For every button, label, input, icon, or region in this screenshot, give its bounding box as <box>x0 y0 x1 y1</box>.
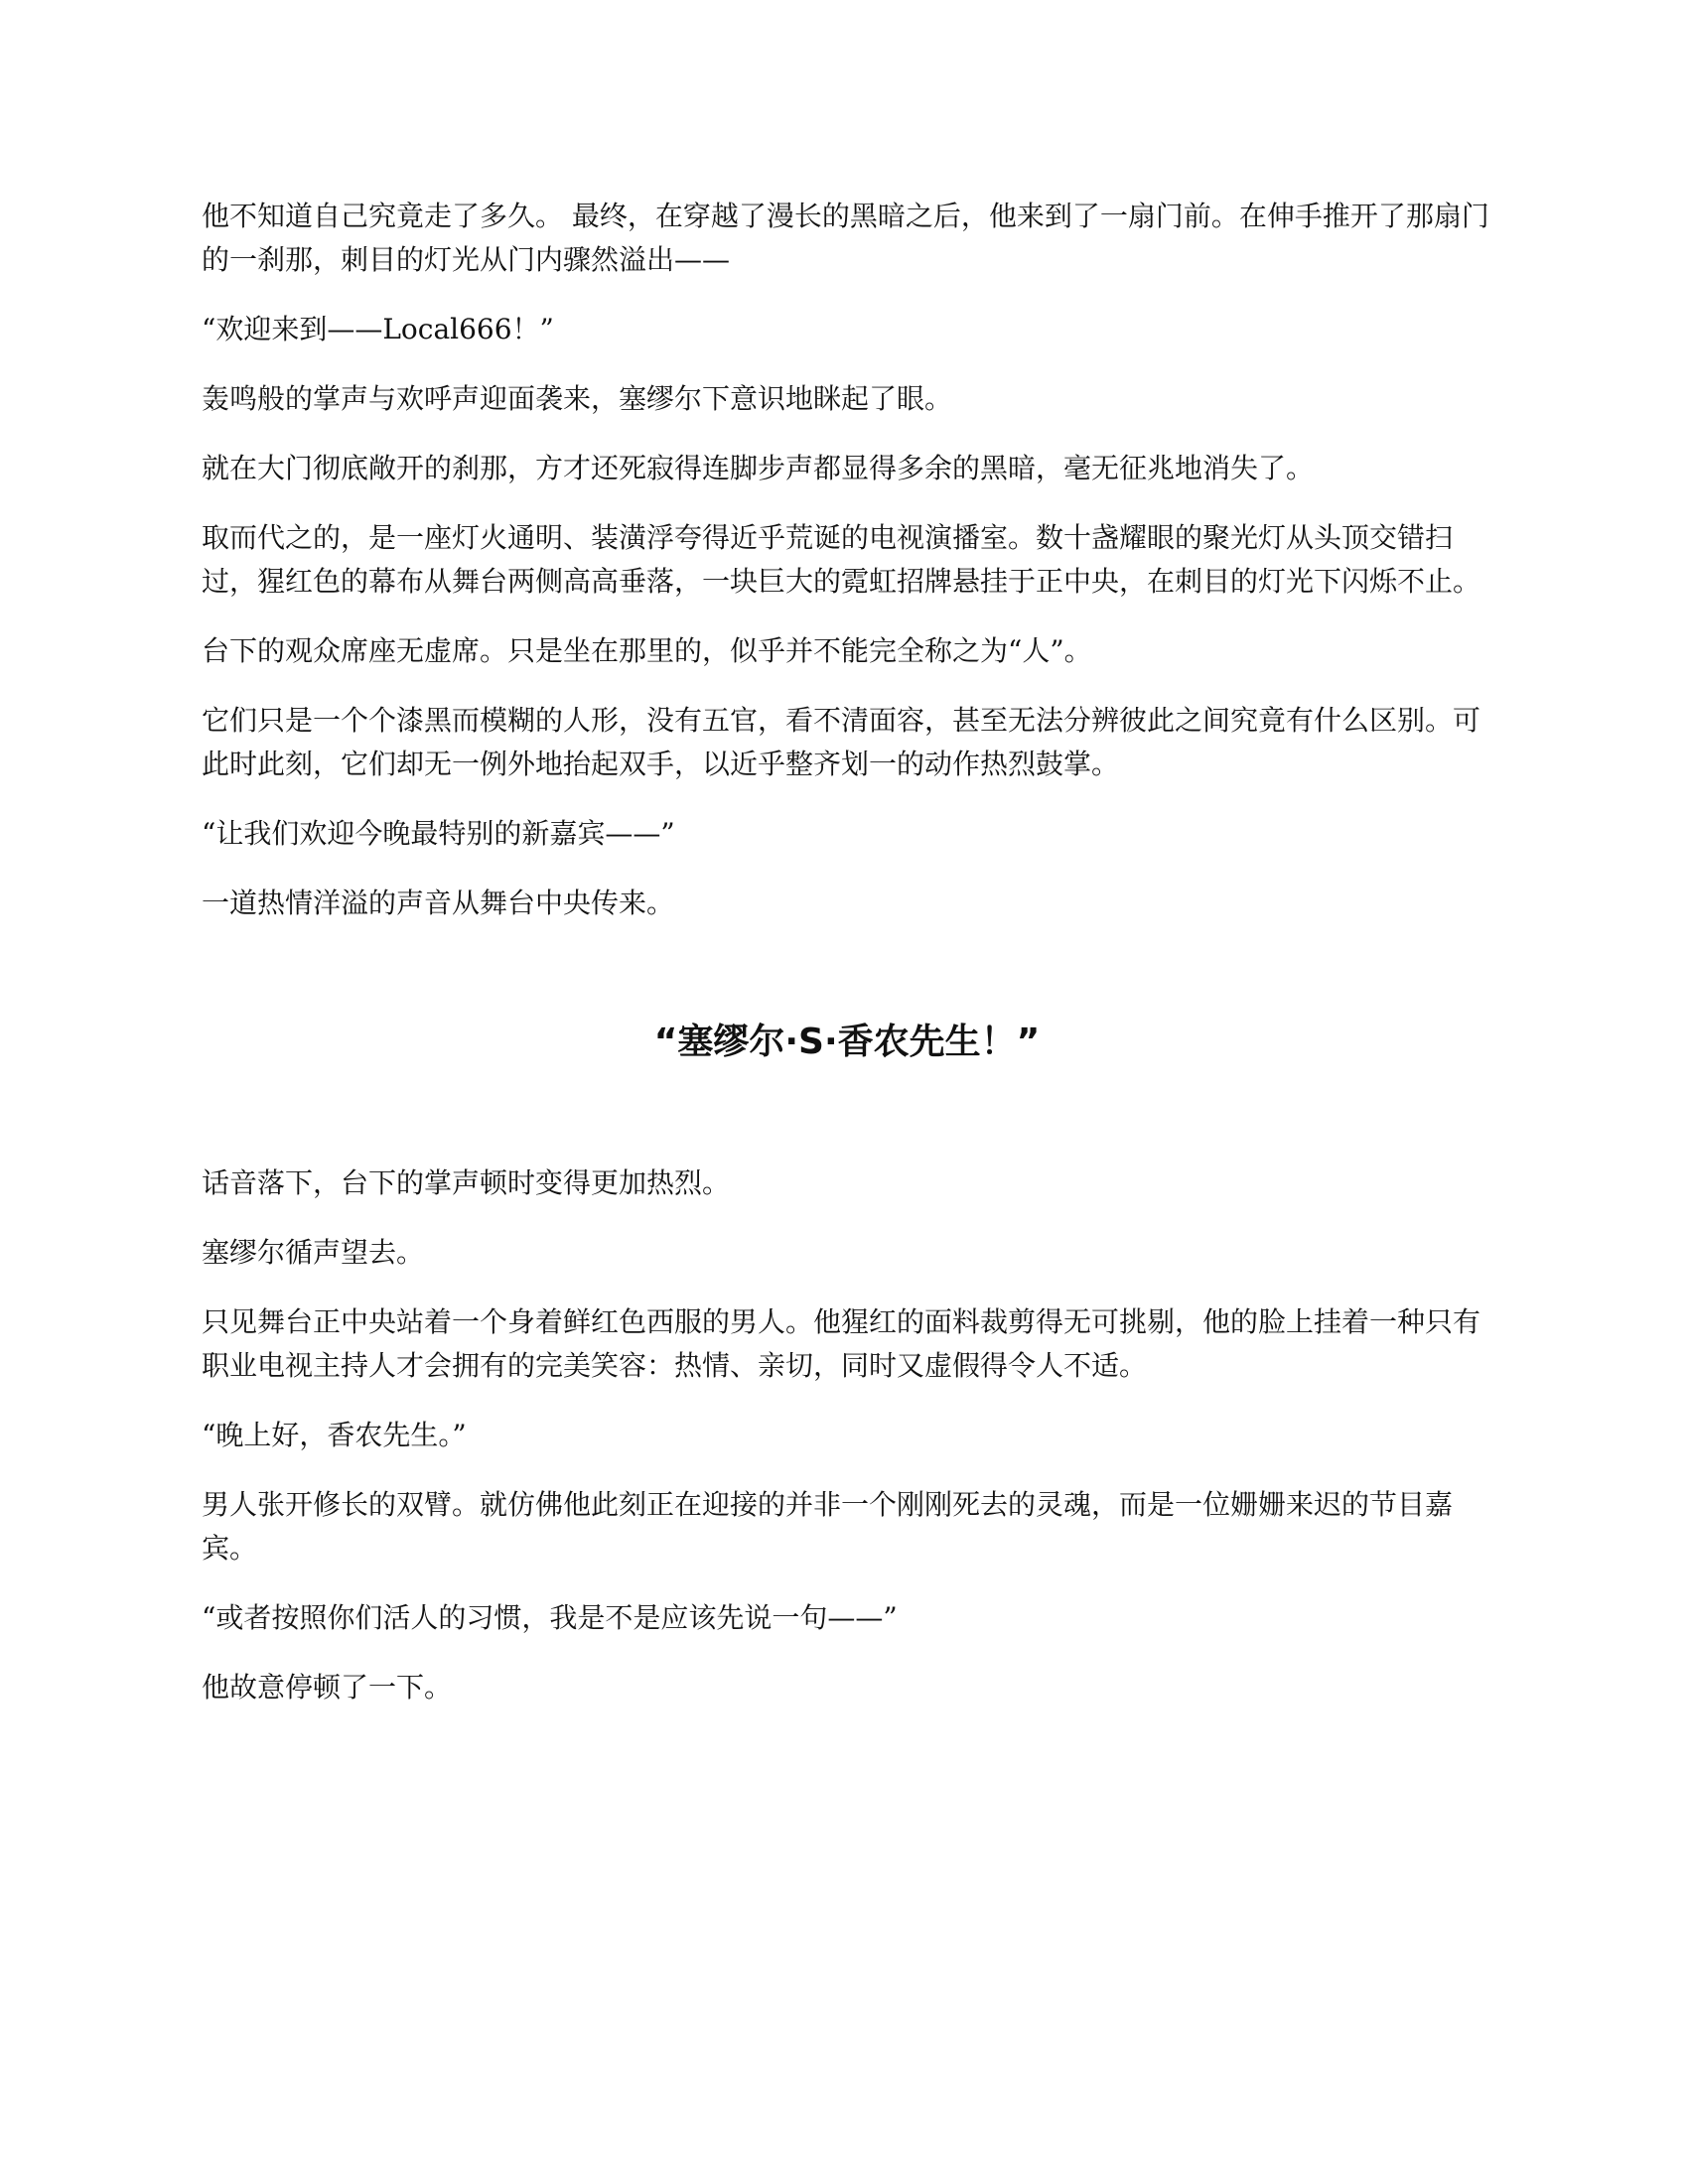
paragraph: “让我们欢迎今晚最特别的新嘉宾——” <box>202 817 675 850</box>
paragraph: 只见舞台正中央站着一个身着鲜红色西服的男人。他猩红的面料裁剪得无可挑剔，他的脸上挂着一种只有职业电视主持人才会拥有的完美笑容：热情、亲切，同时又虚假得令人不适。 <box>202 1305 1481 1382</box>
centered-title-block <box>202 1017 1492 1068</box>
document-content <box>202 195 1492 1735</box>
paragraph: “或者按照你们活人的习惯，我是不是应该先说一句——” <box>202 1601 898 1634</box>
paragraph: 轰鸣般的掌声与欢呼声迎面袭来，塞缪尔下意识地眯起了眼。 <box>202 382 953 415</box>
paragraph: 塞缪尔循声望去。 <box>202 1236 425 1269</box>
paragraph: 取而代之的，是一座灯火通明、装潢浮夸得近乎荒诞的电视演播室。数十盏耀眼的聚光灯从头顶交错扫过，猩红色的幕布从舞台两侧高高垂落，一块巨大的霓虹招牌悬挂于正中央，在刺目的灯光下闪烁不止。 <box>202 521 1481 598</box>
paragraph: “晚上好，香农先生。” <box>202 1419 467 1451</box>
paragraph: 它们只是一个个漆黑而模糊的人形，没有五官，看不清面容，甚至无法分辨彼此之间究竟有什么区别。可此时此刻，它们却无一例外地抬起双手，以近乎整齐划一的动作热烈鼓掌。 <box>202 704 1481 780</box>
centered-title: “塞缪尔·S·香农先生！” <box>653 1022 1041 1062</box>
paragraph: 他故意停顿了一下。 <box>202 1671 453 1704</box>
paragraph: 话音落下，台下的掌声顿时变得更加热烈。 <box>202 1166 731 1199</box>
paragraph: 一道热情洋溢的声音从舞台中央传来。 <box>202 887 675 919</box>
paragraph: 他不知道自己究竟走了多久。 最终，在穿越了漫长的黑暗之后，他来到了一扇门前。在伸手推开了那扇门的一刹那，刺目的灯光从门内骤然溢出—— <box>202 200 1489 276</box>
paragraph: “欢迎来到——Local666！” <box>202 313 554 345</box>
paragraph: 台下的观众席座无虚席。只是坐在那里的，似乎并不能完全称之为“人”。 <box>202 634 1092 667</box>
paragraph: 就在大门彻底敞开的刹那，方才还死寂得连脚步声都显得多余的黑暗，毫无征兆地消失了。 <box>202 452 1315 484</box>
paragraph: 男人张开修长的双臂。就仿佛他此刻正在迎接的并非一个刚刚死去的灵魂，而是一位姗姗来迟的节目嘉宾。 <box>202 1488 1454 1565</box>
